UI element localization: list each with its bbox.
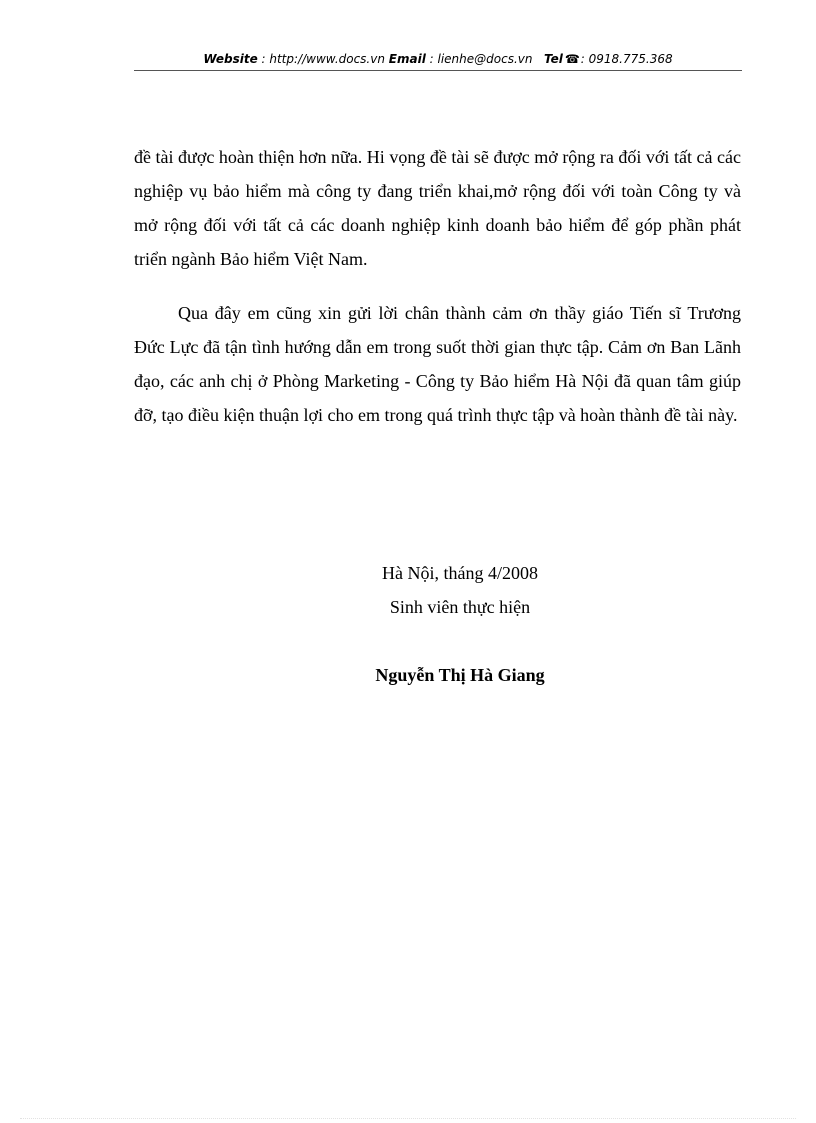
- page-header: [134, 50, 742, 68]
- tel-label: Tel: [543, 52, 563, 66]
- signer-name: Nguyễn Thị Hà Giang: [375, 665, 545, 685]
- paragraph-continuation: đề tài được hoàn thiện hơn nữa. Hi vọng đề tài sẽ được mở rộng ra đối với tất cả các nghiệp vụ bảo hiểm mà công ty đang triển khai,mở rộng đối với toàn Công ty và mở rộng đối với tất cả các doanh nghiệp kinh doanh bảo hiểm để góp phần phát triển ngành Bảo hiểm Việt Nam.: [134, 147, 741, 269]
- page-bottom-divider: [20, 1118, 796, 1119]
- website-label: Website: [203, 52, 258, 66]
- email-link[interactable]: lienhe@docs.vn: [437, 52, 533, 66]
- header-divider: [134, 70, 742, 71]
- tel-number: 0918.775.368: [588, 52, 673, 66]
- body-text: [134, 140, 741, 432]
- website-separator: :: [257, 52, 270, 66]
- place-date: Hà Nội, tháng 4/2008: [382, 563, 538, 583]
- signer-role: Sinh viên thực hiện: [389, 597, 531, 617]
- paragraph-acknowledgement: Qua đây em cũng xin gửi lời chân thành cảm ơn thầy giáo Tiến sĩ Trương Đức Lực đã tận tình hướng dẫn em trong suốt thời gian thực tập. Cảm ơn Ban Lãnh đạo, các anh chị ở Phòng Marketing - Công ty Bảo hiểm Hà Nội đã quan tâm giúp đỡ, tạo điều kiện thuận lợi cho em trong quá trình thực tập và hoàn thành đề tài này.: [134, 303, 741, 425]
- website-link[interactable]: http://www.docs.vn: [269, 52, 385, 66]
- signature-block: [330, 556, 590, 692]
- email-label: Email: [388, 52, 426, 66]
- email-separator: :: [425, 52, 438, 66]
- tel-separator: :: [580, 52, 589, 66]
- telephone-icon: ☎: [564, 52, 580, 66]
